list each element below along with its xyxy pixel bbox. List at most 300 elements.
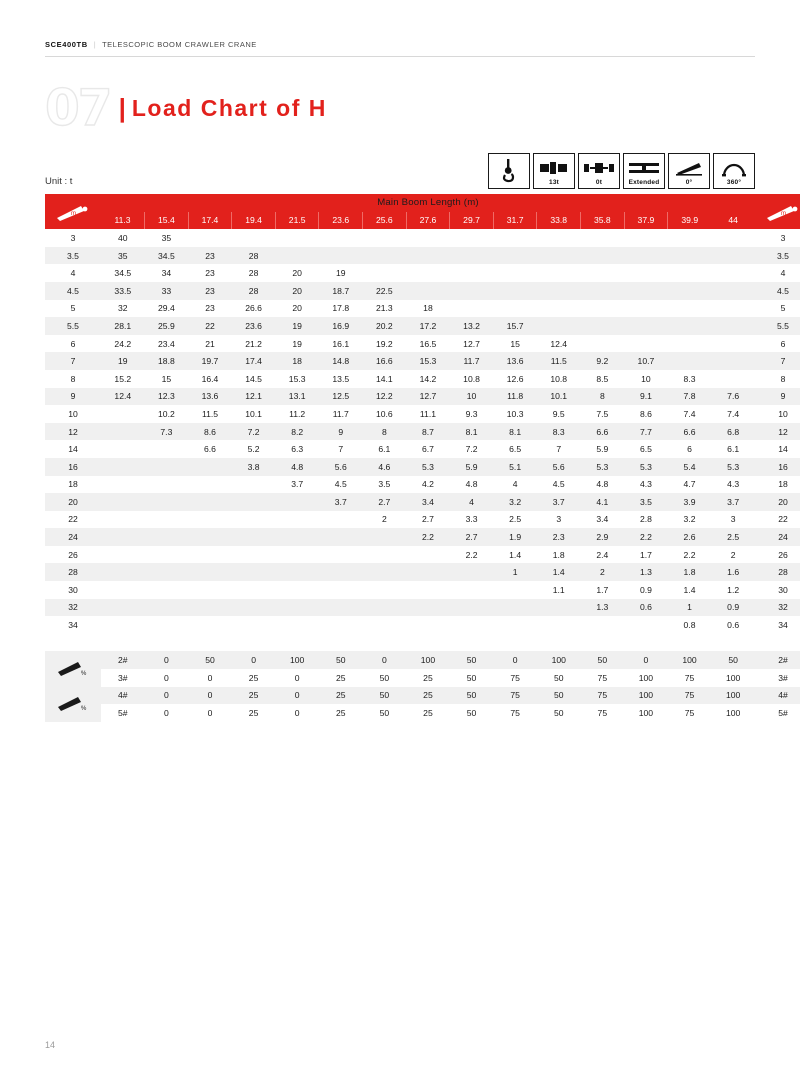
- percent-cell: 25: [232, 704, 276, 722]
- capacity-cell: 28: [232, 264, 276, 282]
- percent-cell: 25: [406, 669, 450, 687]
- radius-value-right: 4.5: [755, 282, 800, 300]
- capacity-cell: [493, 247, 537, 265]
- capacity-cell: [406, 581, 450, 599]
- radius-value-right: 5.5: [755, 317, 800, 335]
- capacity-cell: [537, 300, 581, 318]
- capacity-cell: 6.8: [711, 423, 755, 441]
- col-header: 35.8: [581, 212, 625, 230]
- capacity-cell: 1.8: [537, 546, 581, 564]
- percent-cell: 100: [624, 669, 668, 687]
- capacity-cell: 4.8: [275, 458, 319, 476]
- percent-cell: 50: [450, 704, 494, 722]
- capacity-cell: [450, 229, 494, 247]
- radius-value: 24: [45, 528, 101, 546]
- svg-text:m: m: [781, 210, 786, 217]
- capacity-cell: 21.3: [363, 300, 407, 318]
- capacity-cell: 9: [319, 423, 363, 441]
- capacity-cell: 22: [188, 317, 232, 335]
- capacity-cell: [275, 528, 319, 546]
- capacity-cell: [319, 229, 363, 247]
- capacity-cell: 7.4: [668, 405, 712, 423]
- capacity-cell: [363, 229, 407, 247]
- capacity-cell: 7: [319, 440, 363, 458]
- capacity-cell: 11.7: [319, 405, 363, 423]
- capacity-cell: 3.2: [668, 511, 712, 529]
- capacity-cell: [668, 229, 712, 247]
- table-row: [45, 282, 800, 300]
- capacity-cell: 34: [145, 264, 189, 282]
- radius-value: 6: [45, 335, 101, 353]
- table-row: [45, 440, 800, 458]
- col-header: 21.5: [275, 212, 319, 230]
- capacity-cell: [450, 581, 494, 599]
- boom-length-columns: [45, 212, 800, 230]
- capacity-cell: 7.2: [450, 440, 494, 458]
- header-divider: [45, 56, 755, 57]
- percent-cell: 100: [537, 651, 581, 669]
- capacity-cell: 3.7: [537, 493, 581, 511]
- capacity-cell: 15.3: [275, 370, 319, 388]
- capacity-cell: 11.2: [275, 405, 319, 423]
- percent-cell: 75: [581, 687, 625, 705]
- capacity-cell: 4.5: [537, 476, 581, 494]
- table-row: [45, 476, 800, 494]
- capacity-cell: [101, 599, 145, 617]
- radius-value: 7: [45, 352, 101, 370]
- table-row: [45, 352, 800, 370]
- capacity-cell: [493, 229, 537, 247]
- radius-value-right: 16: [755, 458, 800, 476]
- capacity-cell: [275, 511, 319, 529]
- capacity-cell: 14.8: [319, 352, 363, 370]
- radius-value: 34: [45, 616, 101, 634]
- capacity-cell: [406, 546, 450, 564]
- capacity-cell: 18.8: [145, 352, 189, 370]
- capacity-cell: 9.1: [624, 388, 668, 406]
- capacity-cell: 2.5: [711, 528, 755, 546]
- capacity-cell: 6.7: [406, 440, 450, 458]
- percent-cell: 25: [232, 687, 276, 705]
- capacity-cell: 34.5: [101, 264, 145, 282]
- radius-value-right: 30: [755, 581, 800, 599]
- radius-value: 8: [45, 370, 101, 388]
- capacity-cell: [493, 282, 537, 300]
- capacity-cell: [232, 563, 276, 581]
- capacity-cell: 8.6: [624, 405, 668, 423]
- capacity-cell: 0.9: [624, 581, 668, 599]
- capacity-cell: 19: [275, 317, 319, 335]
- capacity-cell: [232, 493, 276, 511]
- capacity-cell: 2.5: [493, 511, 537, 529]
- section-separator: [45, 634, 800, 652]
- table-row: [45, 388, 800, 406]
- capacity-cell: 4.7: [668, 476, 712, 494]
- capacity-cell: [363, 546, 407, 564]
- capacity-cell: 6.3: [275, 440, 319, 458]
- radius-value-right: 32: [755, 599, 800, 617]
- capacity-cell: 9.2: [581, 352, 625, 370]
- radius-value: 4.5: [45, 282, 101, 300]
- capacity-cell: 4.2: [406, 476, 450, 494]
- capacity-cell: [406, 264, 450, 282]
- radius-value: 18: [45, 476, 101, 494]
- svg-text:m: m: [71, 210, 76, 217]
- capacity-cell: 2.3: [537, 528, 581, 546]
- capacity-cell: [232, 616, 276, 634]
- capacity-cell: [406, 599, 450, 617]
- capacity-cell: [537, 229, 581, 247]
- capacity-cell: [145, 599, 189, 617]
- capacity-cell: 10.3: [493, 405, 537, 423]
- percent-cell: 100: [624, 687, 668, 705]
- capacity-cell: 10.1: [537, 388, 581, 406]
- radius-value-right: 7: [755, 352, 800, 370]
- capacity-cell: 8.1: [450, 423, 494, 441]
- counterweight-caption: 13t: [549, 178, 559, 186]
- capacity-cell: 28.1: [101, 317, 145, 335]
- capacity-cell: [711, 317, 755, 335]
- percent-cell: 50: [581, 651, 625, 669]
- capacity-cell: [406, 282, 450, 300]
- capacity-cell: 2.7: [363, 493, 407, 511]
- percent-cell: 75: [581, 704, 625, 722]
- capacity-cell: [101, 493, 145, 511]
- capacity-cell: 35: [145, 229, 189, 247]
- capacity-cell: 1.1: [537, 581, 581, 599]
- capacity-cell: [319, 616, 363, 634]
- capacity-cell: [537, 282, 581, 300]
- capacity-cell: [406, 247, 450, 265]
- capacity-cell: [319, 599, 363, 617]
- capacity-cell: 3: [711, 511, 755, 529]
- capacity-cell: 2.7: [406, 511, 450, 529]
- capacity-cell: 26.6: [232, 300, 276, 318]
- percent-cell: 50: [188, 651, 232, 669]
- percent-cell: 0: [145, 704, 189, 722]
- page-title: Load Chart of H: [131, 94, 327, 121]
- capacity-cell: 23: [188, 300, 232, 318]
- capacity-cell: [537, 616, 581, 634]
- capacity-cell: 10.2: [145, 405, 189, 423]
- col-header: 33.8: [537, 212, 581, 230]
- capacity-cell: [319, 581, 363, 599]
- capacity-cell: [145, 616, 189, 634]
- capacity-cell: 2.6: [668, 528, 712, 546]
- percent-cell: 50: [537, 704, 581, 722]
- capacity-cell: 17.4: [232, 352, 276, 370]
- boom-section-label: 5#: [101, 704, 145, 722]
- capacity-cell: [319, 247, 363, 265]
- capacity-cell: 15: [145, 370, 189, 388]
- capacity-cell: [363, 581, 407, 599]
- percent-cell: 25: [319, 687, 363, 705]
- capacity-cell: 10: [624, 370, 668, 388]
- capacity-cell: 13.6: [188, 388, 232, 406]
- capacity-cell: 17.2: [406, 317, 450, 335]
- track-extended-caption: Extended: [628, 178, 660, 186]
- boom-section-label: 4#: [101, 687, 145, 705]
- capacity-cell: [537, 599, 581, 617]
- capacity-cell: [101, 458, 145, 476]
- capacity-cell: 10: [450, 388, 494, 406]
- boom-section-label-right: 5#: [755, 704, 800, 722]
- capacity-cell: [145, 476, 189, 494]
- capacity-cell: [188, 563, 232, 581]
- radius-value: 5: [45, 300, 101, 318]
- model-name: SCE400TB: [45, 40, 88, 49]
- capacity-cell: 12.7: [450, 335, 494, 353]
- capacity-cell: 3: [537, 511, 581, 529]
- capacity-cell: [275, 599, 319, 617]
- capacity-cell: [711, 264, 755, 282]
- capacity-cell: 7.7: [624, 423, 668, 441]
- radius-value-right: 24: [755, 528, 800, 546]
- radius-value-right: 5: [755, 300, 800, 318]
- capacity-cell: [624, 300, 668, 318]
- capacity-cell: [232, 511, 276, 529]
- capacity-cell: 7.5: [581, 405, 625, 423]
- capacity-cell: [232, 581, 276, 599]
- capacity-cell: 19: [275, 335, 319, 353]
- capacity-cell: [406, 229, 450, 247]
- capacity-cell: [101, 423, 145, 441]
- capacity-cell: [624, 282, 668, 300]
- capacity-cell: [101, 563, 145, 581]
- capacity-cell: 1.7: [624, 546, 668, 564]
- capacity-cell: [363, 599, 407, 617]
- capacity-cell: 16.6: [363, 352, 407, 370]
- col-header: 31.7: [493, 212, 537, 230]
- percent-cell: 50: [363, 704, 407, 722]
- col-header: 17.4: [188, 212, 232, 230]
- capacity-cell: [319, 563, 363, 581]
- capacity-cell: 3.9: [668, 493, 712, 511]
- capacity-cell: 17.8: [319, 300, 363, 318]
- capacity-cell: [711, 282, 755, 300]
- capacity-cell: [711, 247, 755, 265]
- capacity-cell: 5.9: [450, 458, 494, 476]
- capacity-cell: 13.5: [319, 370, 363, 388]
- title-separator: |: [118, 93, 126, 123]
- capacity-cell: [668, 335, 712, 353]
- col-header: 11.3: [101, 212, 145, 230]
- capacity-cell: 4.8: [450, 476, 494, 494]
- radius-value-right: 20: [755, 493, 800, 511]
- capacity-cell: 1.8: [668, 563, 712, 581]
- capacity-cell: [275, 616, 319, 634]
- capacity-cell: 5.6: [319, 458, 363, 476]
- capacity-cell: 5.2: [232, 440, 276, 458]
- capacity-cell: 7.4: [711, 405, 755, 423]
- capacity-cell: 16.9: [319, 317, 363, 335]
- capacity-cell: 12.4: [101, 388, 145, 406]
- capacity-cell: 8.7: [406, 423, 450, 441]
- capacity-cell: [624, 616, 668, 634]
- capacity-cell: 13.1: [275, 388, 319, 406]
- document-header: [45, 0, 755, 49]
- radius-value-right: 22: [755, 511, 800, 529]
- capacity-cell: 23: [188, 247, 232, 265]
- capacity-cell: 21.2: [232, 335, 276, 353]
- capacity-cell: 18: [406, 300, 450, 318]
- capacity-cell: [450, 300, 494, 318]
- capacity-cell: 2.2: [624, 528, 668, 546]
- percent-cell: 50: [450, 687, 494, 705]
- radius-value: 10: [45, 405, 101, 423]
- capacity-cell: 5.4: [668, 458, 712, 476]
- capacity-cell: 5.3: [624, 458, 668, 476]
- capacity-cell: 19.7: [188, 352, 232, 370]
- capacity-cell: 0.9: [711, 599, 755, 617]
- capacity-cell: 14.1: [363, 370, 407, 388]
- capacity-cell: 19.2: [363, 335, 407, 353]
- capacity-cell: [668, 317, 712, 335]
- table-header-row: [45, 194, 800, 212]
- capacity-cell: 1.3: [581, 599, 625, 617]
- percent-cell: 0: [275, 669, 319, 687]
- radius-value-right: 14: [755, 440, 800, 458]
- capacity-cell: [145, 493, 189, 511]
- capacity-cell: [668, 264, 712, 282]
- percent-cell: 75: [581, 669, 625, 687]
- capacity-cell: [188, 616, 232, 634]
- capacity-cell: 15.2: [101, 370, 145, 388]
- capacity-cell: [711, 370, 755, 388]
- page-number: 14: [45, 1040, 56, 1050]
- capacity-cell: 6.6: [668, 423, 712, 441]
- capacity-cell: 9.3: [450, 405, 494, 423]
- capacity-cell: 11.5: [188, 405, 232, 423]
- capacity-cell: 23: [188, 282, 232, 300]
- capacity-cell: [624, 247, 668, 265]
- hook-glyph: [498, 157, 520, 186]
- radius-value-right: 3: [755, 229, 800, 247]
- capacity-cell: [406, 616, 450, 634]
- svg-text:%: %: [81, 671, 87, 678]
- document-subtitle: TELESCOPIC BOOM CRAWLER CRANE: [102, 40, 257, 49]
- percent-cell: 100: [624, 704, 668, 722]
- boom-percent-row: [45, 669, 800, 687]
- capacity-cell: [668, 300, 712, 318]
- radius-value-right: 12: [755, 423, 800, 441]
- radius-value: 12: [45, 423, 101, 441]
- counterweight-icon: [533, 153, 575, 189]
- radius-value: 28: [45, 563, 101, 581]
- radius-value-right: 6: [755, 335, 800, 353]
- capacity-cell: [319, 528, 363, 546]
- capacity-cell: [101, 476, 145, 494]
- capacity-cell: 8.5: [581, 370, 625, 388]
- capacity-cell: [101, 511, 145, 529]
- capacity-cell: [581, 335, 625, 353]
- capacity-cell: 15.7: [493, 317, 537, 335]
- capacity-cell: [581, 229, 625, 247]
- capacity-cell: [101, 528, 145, 546]
- capacity-cell: 5.3: [581, 458, 625, 476]
- capacity-cell: 3.7: [319, 493, 363, 511]
- capacity-cell: [188, 546, 232, 564]
- radius-boom-icon-right: [755, 194, 800, 229]
- capacity-cell: 11.8: [493, 388, 537, 406]
- capacity-cell: 7: [537, 440, 581, 458]
- capacity-cell: [145, 563, 189, 581]
- capacity-cell: 15: [493, 335, 537, 353]
- capacity-cell: 4: [493, 476, 537, 494]
- radius-value-right: 26: [755, 546, 800, 564]
- capacity-cell: [101, 581, 145, 599]
- capacity-cell: [145, 581, 189, 599]
- capacity-cell: 0.6: [711, 616, 755, 634]
- capacity-cell: [624, 317, 668, 335]
- capacity-cell: [145, 528, 189, 546]
- capacity-cell: 6.6: [581, 423, 625, 441]
- capacity-cell: [145, 458, 189, 476]
- capacity-cell: 33.5: [101, 282, 145, 300]
- table-row: [45, 423, 800, 441]
- capacity-cell: 24.2: [101, 335, 145, 353]
- capacity-cell: 25.9: [145, 317, 189, 335]
- boom-angle-caption: 0°: [685, 178, 693, 186]
- meta-row: [45, 151, 755, 189]
- capacity-cell: 3.7: [275, 476, 319, 494]
- col-header: 44: [711, 212, 755, 230]
- capacity-cell: [232, 599, 276, 617]
- capacity-cell: 2.9: [581, 528, 625, 546]
- capacity-cell: 10.8: [450, 370, 494, 388]
- table-row: [45, 229, 800, 247]
- table-row: [45, 599, 800, 617]
- capacity-cell: [668, 282, 712, 300]
- capacity-cell: 4.3: [624, 476, 668, 494]
- percent-cell: 0: [275, 687, 319, 705]
- percent-cell: 0: [188, 669, 232, 687]
- radius-value: 4: [45, 264, 101, 282]
- percent-cell: 100: [668, 651, 712, 669]
- table-row: [45, 528, 800, 546]
- table-row: [45, 405, 800, 423]
- table-row: [45, 616, 800, 634]
- radius-value-right: 18: [755, 476, 800, 494]
- boom-angle-icon: [668, 153, 710, 189]
- capacity-cell: 3.2: [493, 493, 537, 511]
- capacity-cell: [275, 247, 319, 265]
- capacity-cell: 6.5: [493, 440, 537, 458]
- col-header: 29.7: [450, 212, 494, 230]
- capacity-cell: [232, 229, 276, 247]
- capacity-cell: 6.1: [711, 440, 755, 458]
- capacity-cell: 12.6: [493, 370, 537, 388]
- capacity-cell: [188, 476, 232, 494]
- capacity-cell: 3.5: [624, 493, 668, 511]
- percent-cell: 75: [493, 704, 537, 722]
- percent-cell: 50: [537, 687, 581, 705]
- capacity-cell: 15.3: [406, 352, 450, 370]
- capacity-cell: 19: [101, 352, 145, 370]
- capacity-cell: 8.3: [668, 370, 712, 388]
- capacity-cell: [101, 440, 145, 458]
- table-row: [45, 511, 800, 529]
- percent-cell: 75: [668, 669, 712, 687]
- radius-value: 3: [45, 229, 101, 247]
- carbody-weight-icon: [578, 153, 620, 189]
- col-header: 37.9: [624, 212, 668, 230]
- capacity-cell: [581, 247, 625, 265]
- capacity-cell: 12.3: [145, 388, 189, 406]
- capacity-cell: 2.4: [581, 546, 625, 564]
- capacity-cell: [711, 229, 755, 247]
- carbody-weight-glyph: [583, 157, 615, 180]
